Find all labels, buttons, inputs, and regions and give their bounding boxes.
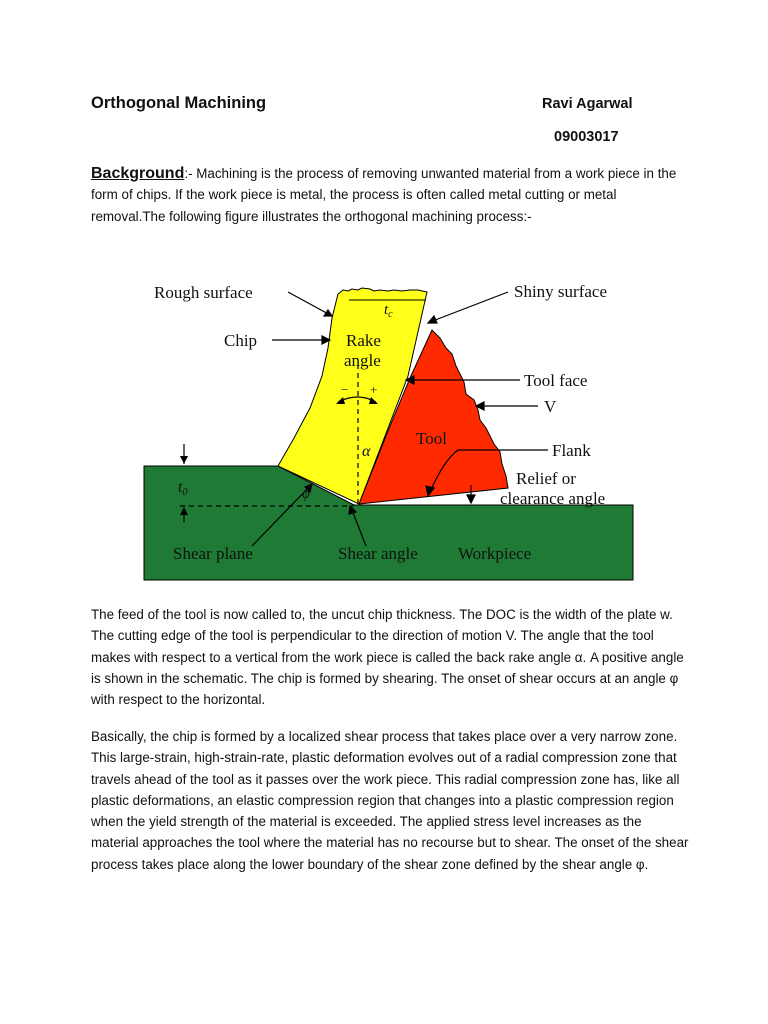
label-alpha: α xyxy=(362,443,371,460)
label-v: V xyxy=(544,397,557,416)
label-plus: + xyxy=(370,382,378,397)
label-rough-surface: Rough surface xyxy=(154,283,253,302)
author-name: Ravi Agarwal xyxy=(542,96,633,112)
label-t0-sub: 0 xyxy=(182,487,188,498)
label-chip: Chip xyxy=(224,331,258,350)
background-text: :- Machining is the process of removing unwanted material from a work piece in the form of chips. If the work piece is metal, the process is often called metal cutting or metal removal.The following figure illustrates the orthogonal machining process:- xyxy=(91,166,677,224)
paragraph-feed: The feed of the tool is now called to, the uncut chip thickness. The DOC is the width of the plate w. The cutting edge of the tool is perpendicular to the direction of motion V. The angle that the tool makes with respect to a vertical from the work piece is called the back rake angle α. A positive angle is shown in the schematic. The chip is formed by shearing. The onset of shear occurs at an angle φ with respect to the horizontal. xyxy=(91,607,684,708)
label-rake-line2: angle xyxy=(344,351,381,370)
label-relief-line2: clearance angle xyxy=(500,489,606,508)
label-relief-line1: Relief or xyxy=(516,469,576,488)
label-shear-plane: Shear plane xyxy=(173,544,253,563)
label-t0-main: t xyxy=(178,479,183,496)
label-rake-line1: Rake xyxy=(346,331,381,350)
paragraph-shear: Basically, the chip is formed by a localized shear process that takes place over a very narrow zone. This large-strain, high-strain-rate, plastic deformation evolves out of a radial compression zone that travels ahead of the tool as it passes over the work piece. This radial compression zone has, like all plastic deformations, an elastic compression region that changes into a plastic compression region when the yield strength of the material is exceeded. The applied stress level increases as the material approaches the tool where the material has no recourse but to shear. The onset of the shear process takes place along the lower boundary of the shear zone defined by the shear angle φ. xyxy=(91,729,689,872)
label-tool: Tool xyxy=(416,429,447,448)
label-workpiece: Workpiece xyxy=(458,544,532,563)
label-shear-angle: Shear angle xyxy=(338,544,418,563)
label-shiny-surface: Shiny surface xyxy=(514,282,608,301)
label-tc-main: t xyxy=(384,302,389,318)
label-flank: Flank xyxy=(552,441,591,460)
page-title: Orthogonal Machining xyxy=(91,94,267,112)
label-minus: − xyxy=(341,382,349,397)
label-phi: ϕ xyxy=(302,486,310,502)
label-tool-face: Tool face xyxy=(524,371,588,390)
background-heading: Background xyxy=(91,165,185,182)
background-paragraph xyxy=(91,163,691,227)
label-tc-sub: c xyxy=(388,309,393,320)
roll-number: 09003017 xyxy=(554,129,619,145)
orthogonal-machining-figure xyxy=(140,278,660,584)
